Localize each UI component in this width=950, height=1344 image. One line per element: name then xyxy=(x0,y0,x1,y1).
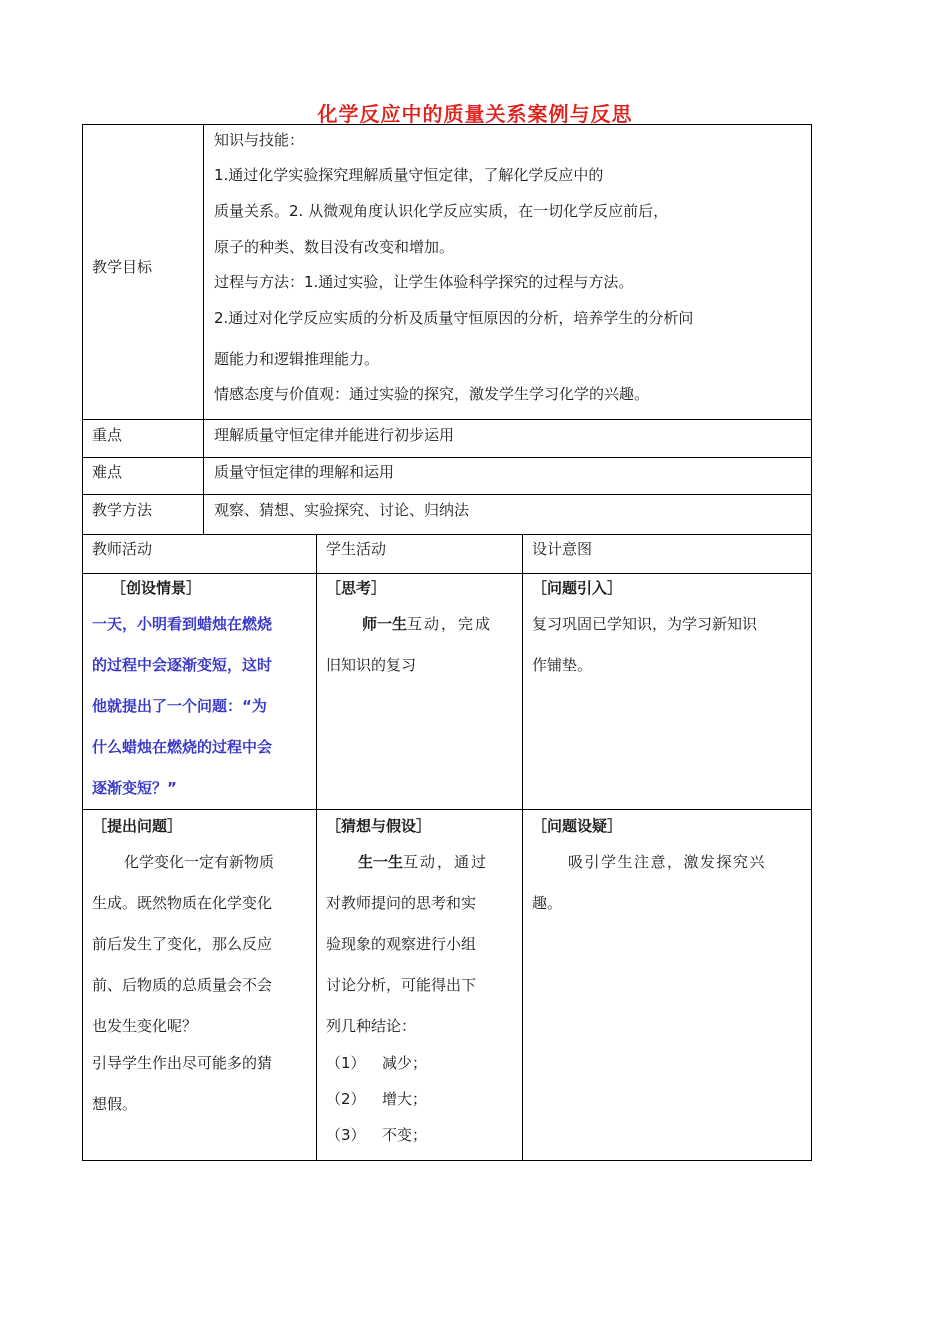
column-divider xyxy=(203,124,204,534)
scenario-heading: ［创设情景］ xyxy=(111,579,202,597)
question-line: 生成。既然物质在化学变化 xyxy=(92,894,273,912)
column-divider xyxy=(522,534,523,1161)
intro-line: 作铺垫。 xyxy=(532,656,593,674)
intro-heading: ［问题引入］ xyxy=(532,579,623,597)
hypothesis-line: 列几种结论： xyxy=(326,1017,417,1035)
question-line: 前、后物质的总质量会不会 xyxy=(92,976,273,994)
question-line: 也发生变化呢？ xyxy=(92,1017,198,1035)
option-number: （3） xyxy=(326,1126,366,1144)
think-line xyxy=(362,615,492,633)
hypothesis-line: 讨论分析，可能得出下 xyxy=(326,976,477,994)
hypothesis-line xyxy=(358,853,488,871)
objectives-label: 教学目标 xyxy=(92,258,153,276)
objectives-line: 2.通过对化学反应实质的分析及质量守恒原因的分析，培养学生的分析问 xyxy=(214,309,694,327)
scenario-line: 什么蜡烛在燃烧的过程中会 xyxy=(92,738,273,756)
option-text: 减少； xyxy=(382,1054,428,1072)
scenario-line: 他就提出了一个问题：“为 xyxy=(92,697,267,715)
teacher-activity-header: 教师活动 xyxy=(92,540,153,558)
objectives-line: 过程与方法：1.通过实验，让学生体验科学探究的过程与方法。 xyxy=(214,273,634,291)
objectives-line: 1.通过化学实验探究理解质量守恒定律，了解化学反应中的 xyxy=(214,166,604,184)
hypothesis-heading: ［猜想与假设］ xyxy=(326,817,432,835)
objectives-line: 质量关系。2. 从微观角度认识化学反应实质，在一切化学反应前后， xyxy=(214,202,669,220)
option-number: （1） xyxy=(326,1054,366,1072)
row-divider xyxy=(82,419,812,420)
scenario-line: 的过程中会逐渐变短，这时 xyxy=(92,656,273,674)
question-line: 化学变化一定有新物质 xyxy=(124,853,275,871)
document-title: 化学反应中的质量关系案例与反思 xyxy=(317,102,633,126)
method-text: 观察、猜想、实验探究、讨论、归纳法 xyxy=(214,501,470,519)
think-heading: ［思考］ xyxy=(326,579,387,597)
doubt-heading: ［问题设疑］ xyxy=(532,817,623,835)
objectives-line: 原子的种类、数目没有改变和增加。 xyxy=(214,238,455,256)
difficulty-text: 质量守恒定律的理解和运用 xyxy=(214,463,395,481)
objectives-line: 题能力和逻辑推理能力。 xyxy=(214,350,380,368)
interaction-label: 师一生 xyxy=(362,615,408,633)
option-number: （2） xyxy=(326,1090,366,1108)
method-label: 教学方法 xyxy=(92,501,153,519)
scenario-line: 一天，小明看到蜡烛在燃烧 xyxy=(92,615,273,633)
option-text: 增大； xyxy=(382,1090,428,1108)
hypothesis-line-rest: 互动，通过 xyxy=(403,853,489,871)
row-divider xyxy=(82,809,812,810)
question-line: 想假。 xyxy=(92,1095,138,1113)
think-line: 旧知识的复习 xyxy=(326,656,417,674)
difficulty-label: 难点 xyxy=(92,463,123,481)
question-line: 引导学生作出尽可能多的猜 xyxy=(92,1054,273,1072)
scenario-line: 逐渐变短？” xyxy=(92,779,177,797)
row-divider xyxy=(82,573,812,574)
interaction-label: 生一生 xyxy=(358,853,404,871)
intro-line: 复习巩固已学知识，为学习新知识 xyxy=(532,615,758,633)
doubt-line: 吸引学生注意，激发探究兴 xyxy=(568,853,767,871)
question-heading: ［提出问题］ xyxy=(92,817,183,835)
design-intent-header: 设计意图 xyxy=(532,540,593,558)
think-line-rest: 互动，完成 xyxy=(407,615,493,633)
doubt-line: 趣。 xyxy=(532,894,563,912)
student-activity-header: 学生活动 xyxy=(326,540,387,558)
key-point-text: 理解质量守恒定律并能进行初步运用 xyxy=(214,426,455,444)
option-text: 不变； xyxy=(382,1126,428,1144)
objectives-line: 情感态度与价值观：通过实验的探究，激发学生学习化学的兴趣。 xyxy=(214,385,650,403)
hypothesis-line: 验现象的观察进行小组 xyxy=(326,935,477,953)
key-point-label: 重点 xyxy=(92,426,123,444)
objectives-line: 知识与技能： xyxy=(214,131,305,149)
row-divider xyxy=(82,494,812,495)
row-divider xyxy=(82,534,812,535)
row-divider xyxy=(82,457,812,458)
hypothesis-line: 对教师提问的思考和实 xyxy=(326,894,477,912)
question-line: 前后发生了变化，那么反应 xyxy=(92,935,273,953)
column-divider xyxy=(316,534,317,1161)
